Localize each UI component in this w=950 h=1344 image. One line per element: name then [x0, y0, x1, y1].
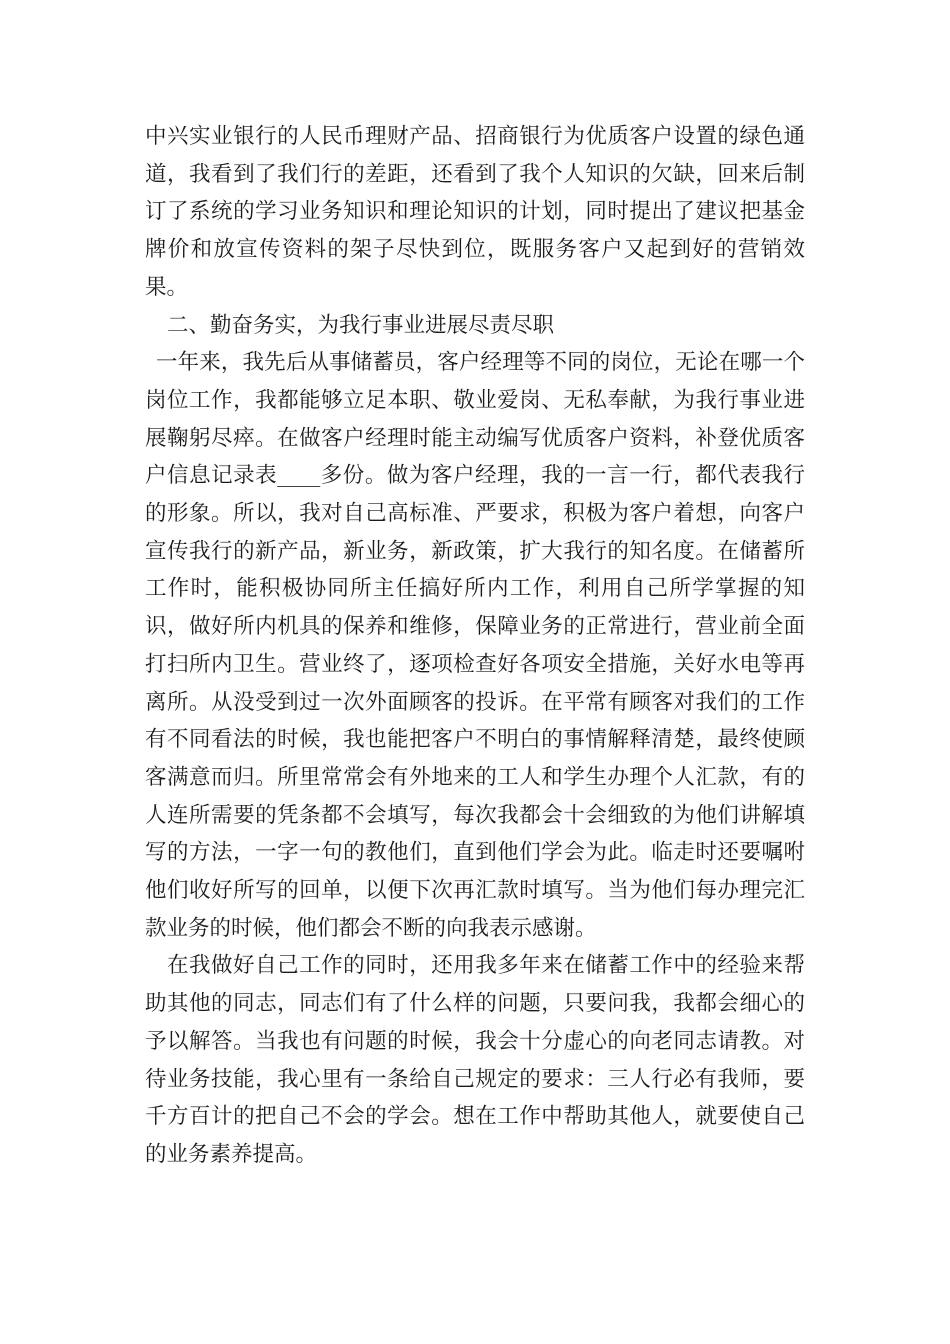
document-body	[145, 118, 805, 1174]
section-heading: 二、勤奋务实，为我行事业进展尽责尽职	[167, 312, 555, 338]
paragraph-helping-colleagues: 在我做好自己工作的同时，还用我多年来在储蓄工作中的经验来帮助其他的同志，同志们有了什么样的问题，只要问我，我都会细心的予以解答。当我也有问题的时候，我会十分虚心的向老同志请教。对待业务技能，我心里有一条给自己规定的要求：三人行必有我师，要千方百计的把自己不会的学会。想在工作中帮助其他人，就要使自己的业务素养提高。	[145, 953, 805, 1167]
paragraph-work-duties: 一年来，我先后从事储蓄员，客户经理等不同的岗位，无论在哪一个岗位工作，我都能够立足本职、敬业爱岗、无私奉献，为我行事业进展鞠躬尽瘁。在做客户经理时能主动编写优质客户资料，补登优质客户信息记录表____多份。做为客户经理，我的一言一行，都代表我行的形象。所以，我对自己高标准、严要求，积极为客户着想，向客户宣传我行的新产品，新业务，新政策，扩大我行的知名度。在储蓄所工作时，能积极协同所主任搞好所内工作，利用自己所学掌握的知识，做好所内机具的保养和维修，保障业务的正常进行，营业前全面打扫所内卫生。营业终了，逐项检查好各项安全措施，关好水电等再离所。从没受到过一次外面顾客的投诉。在平常有顾客对我们的工作有不同看法的时候，我也能把客户不明白的事情解释清楚，最终使顾客满意而归。所里常常会有外地来的工人和学生办理个人汇款，有的人连所需要的凭条都不会填写，每次我都会十会细致的为他们讲解填写的方法，一字一句的教他们，直到他们学会为此。临走时还要嘱咐他们收好所写的回单，以便下次再汇款时填写。当为他们每办理完汇款业务的时候，他们都会不断的向我表示感谢。	[145, 350, 805, 941]
paragraph-continuation: 中兴实业银行的人民币理财产品、招商银行为优质客户设置的绿色通道，我看到了我们行的差距，还看到了我个人知识的欠缺，回来后制订了系统的学习业务知识和理论知识的计划，同时提出了建议把基金牌价和放宣传资料的架子尽快到位，既服务客户又起到好的营销效果。	[145, 124, 805, 300]
